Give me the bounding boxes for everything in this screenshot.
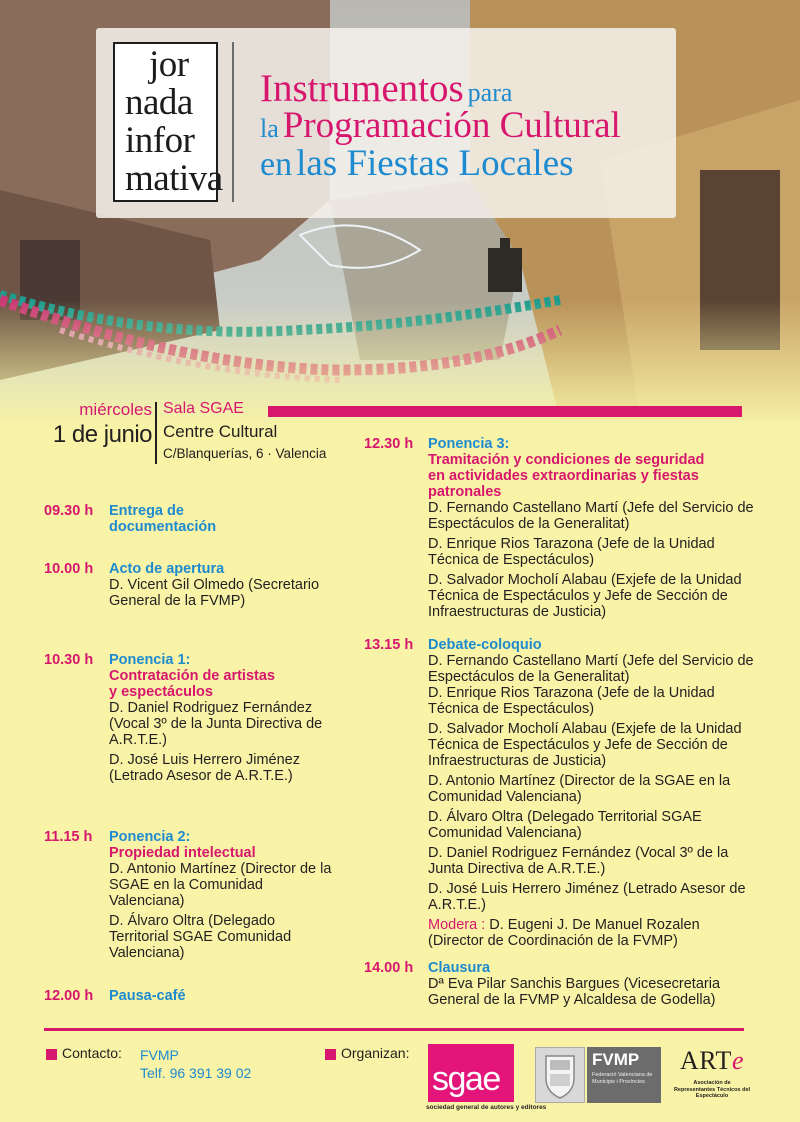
bullet-square-icon: [46, 1049, 57, 1060]
item-title: Debate-coloquio: [428, 637, 542, 653]
speaker: D. Salvador Mocholí Alabau (Exjefe de la Unidad Técnica de Espectáculos y Jefe de Sección de Infraestructuras de Justicia): [428, 721, 742, 769]
bullet-square-icon: [325, 1049, 336, 1060]
venue-address: C/Blanquerías, 6 · Valencia: [163, 446, 327, 461]
speaker: D. Vicent Gil Olmedo (Secretario General de la FVMP): [109, 577, 320, 609]
item-time: 09.30 h: [44, 503, 94, 519]
logo-word-3: infor: [125, 120, 195, 161]
speaker: D. Salvador Mocholí Alabau (Exjefe de la Unidad Técnica de Espectáculos y Jefe de Sección de Infraestructuras de Justicia): [428, 572, 742, 620]
speaker: D. José Luis Herrero Jiménez (Letrado Asesor de A.R.T.E.): [109, 752, 300, 784]
fvmp-logo-text: FVMP: [592, 1050, 640, 1069]
item-title: Pausa-café: [109, 988, 186, 1004]
contact-phone: Telf. 96 391 39 02: [140, 1065, 252, 1081]
title-line-1: Instrumentos para: [260, 67, 513, 110]
item-title-cont: y espectáculos: [109, 684, 213, 700]
item-title-cont: documentación: [109, 519, 217, 535]
item-time: 11.15 h: [44, 829, 93, 845]
organizers-label: Organizan:: [341, 1045, 410, 1061]
speaker: Dª Eva Pilar Sanchis Bargues (Vicesecretaria General de la FVMP y Alcaldesa de Godella): [428, 976, 721, 1008]
item-title: Contratación de artistas: [109, 668, 275, 684]
item-label: Ponencia 2:: [109, 829, 191, 845]
title-line-3: en las Fiestas Locales: [260, 143, 574, 184]
fvmp-tagline: Federació Valenciana de Municipis i Províncies: [592, 1072, 653, 1085]
speaker: D. Antonio Martínez (Director de la SGAE en la Comunidad Valenciana): [428, 773, 731, 805]
coat-of-arms-icon: [535, 1047, 585, 1103]
speaker: D. José Luis Herrero Jiménez (Letrado Asesor de A.R.T.E.): [428, 881, 746, 913]
item-label: Ponencia 3:: [428, 436, 510, 452]
speaker: D. Antonio Martínez (Director de la SGAE en la Comunidad Valenciana): [109, 861, 332, 909]
date-divider: [155, 402, 157, 464]
item-time: 13.15 h: [364, 637, 414, 653]
speaker: D. Fernando Castellano Martí (Jefe del Servicio de Espectáculos de la Generalitat): [428, 500, 754, 532]
item-time: 10.00 h: [44, 561, 94, 577]
venue-name: Sala SGAE: [163, 400, 244, 417]
item-title: Propiedad intelectual: [109, 845, 256, 861]
sgae-tagline: sociedad general de autores y editores: [426, 1104, 547, 1111]
speaker: D. Enrique Rios Tarazona (Jefe de la Unidad Técnica de Espectáculos): [428, 536, 715, 568]
event-date: 1 de junio: [52, 421, 152, 448]
event-day: miércoles: [79, 400, 152, 419]
title-line-2: la Programación Cultural: [260, 105, 621, 146]
logo-divider: [232, 42, 234, 202]
accent-bar: [268, 406, 742, 417]
item-title: Acto de apertura: [109, 561, 225, 577]
speaker: D. Enrique Rios Tarazona (Jefe de la Unidad Técnica de Espectáculos): [428, 685, 715, 717]
moderator: [428, 917, 758, 949]
arte-tagline: Asociación de Representantes Técnicos del Espectáculo: [673, 1080, 751, 1099]
arte-logo: ARTe: [680, 1046, 744, 1075]
moderator-label: Modera :: [428, 917, 486, 933]
item-time: 10.30 h: [44, 652, 94, 668]
item-time: 12.00 h: [44, 988, 94, 1004]
venue-place: Centre Cultural: [163, 422, 278, 441]
logo-word-2: nada: [125, 82, 193, 123]
item-title: Clausura: [428, 960, 491, 976]
speaker: D. Daniel Rodriguez Fernández (Vocal 3º de la Junta Directiva de A.R.T.E.): [428, 845, 729, 877]
item-title: Entrega de: [109, 503, 184, 519]
item-time: 14.00 h: [364, 960, 414, 976]
logo-word-1: jor: [149, 44, 189, 85]
item-time: 12.30 h: [364, 436, 414, 452]
speaker: D. Daniel Rodriguez Fernández (Vocal 3º de la Junta Directiva de A.R.T.E.): [109, 700, 323, 748]
jornada-informativa-logo: [113, 42, 223, 202]
sgae-logo-text: sgae: [432, 1060, 500, 1098]
street-lamp-icon: [488, 248, 522, 292]
item-title-cont: patronales: [428, 484, 502, 500]
item-label: Ponencia 1:: [109, 652, 191, 668]
contact-label: Contacto:: [62, 1045, 122, 1061]
logo-word-4: mativa: [125, 158, 223, 199]
moderator-name: D. Eugeni J. De Manuel Rozalen (Director de Coordinación de la FVMP): [428, 917, 700, 949]
item-title-cont: en actividades extraordinarias y fiestas: [428, 468, 699, 484]
speaker: D. Fernando Castellano Martí (Jefe del Servicio de Espectáculos de la Generalitat): [428, 653, 754, 685]
item-title: Tramitación y condiciones de seguridad: [428, 452, 705, 468]
footer-rule: [44, 1028, 744, 1031]
speaker: D. Álvaro Oltra (Delegado Territorial SGAE Comunidad Valenciana): [428, 809, 702, 841]
contact-org: FVMP: [140, 1047, 179, 1063]
speaker: D. Álvaro Oltra (Delegado Territorial SGAE Comunidad Valenciana): [109, 913, 292, 961]
